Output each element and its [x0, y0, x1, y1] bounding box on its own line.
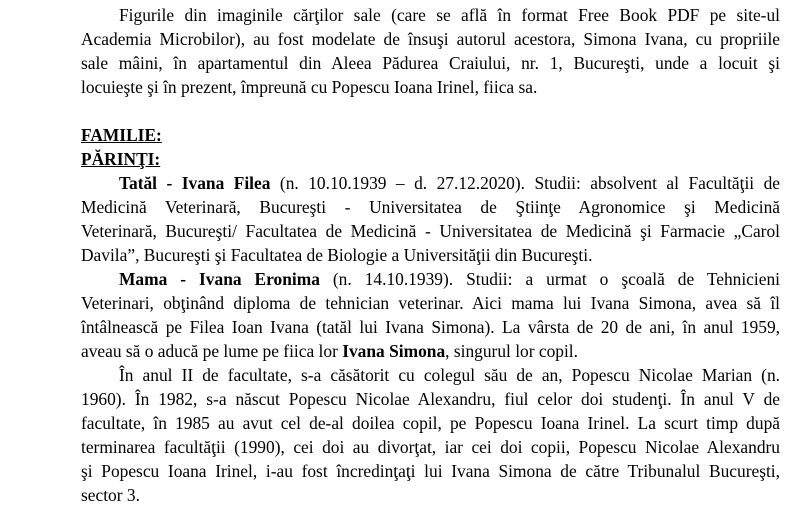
tatal-line-3: Veterinară, Bucureşti/ Facultatea de Medicină - Universitatea de Medicină şi Farmacie „Carol — [81, 221, 780, 241]
facultate-line-4: terminarea facultăţii (1990), cei doi au divorţat, iar cei doi copii, Popescu Nicolae Alexandru — [81, 437, 780, 457]
tatal-line-2: Medicină Veterinară, Bucureşti - Universitatea de Ştiinţe Agronomice şi Medicină — [81, 197, 780, 217]
intro-line-4: locuieşte şi în prezent, împreună cu Popescu Ioana Irinel, fiica sa. — [81, 77, 538, 97]
mama-line-2: Veterinari, obţinând diploma de tehnician veterinar. Aici mama lui Ivana Simona, avea să îl — [81, 293, 780, 313]
mama-line-4 — [81, 339, 780, 363]
facultate-line-2: 1960). În 1982, s-a născut Popescu Nicolae Alexandru, fiul celor doi studenţi. În anul V de — [81, 389, 780, 409]
heading-familie: FAMILIE: — [81, 125, 162, 145]
tatal-line-1 — [119, 171, 780, 195]
facultate-line-3: facultate, în 1985 au avut cel de-al doilea copil, pe Popescu Ioana Irinel. La scurt timp după — [81, 413, 780, 433]
intro-line-3: sale mâini, în apartamentul din Aleea Pădurea Craiului, nr. 1, Bucureşti, unde a locuit şi — [81, 53, 780, 73]
tatal-line-4: Davila”, Bucureşti şi Facultatea de Biologie a Universităţii din Bucureşti. — [81, 245, 593, 265]
intro-line-1: Figurile din imaginile cărţilor sale (care se află în format Free Book PDF pe site-ul — [119, 5, 780, 25]
mama-line-1 — [119, 267, 780, 291]
intro-line-2: Academia Microbilor), au fost modelate de însuşi autorul acestora, Simona Ivana, cu propriile — [81, 29, 780, 49]
mama-last-before: aveau să o aducă pe lume pe fiica lor — [81, 341, 343, 361]
facultate-line-1: În anul II de facultate, s-a căsătorit cu colegul său de an, Popescu Nicolae Marian (n. — [119, 365, 780, 385]
mama-child-name: Ivana Simona — [342, 341, 446, 361]
tatal-details: (n. 10.10.1939 – d. 27.12.2020). Studii: absolvent al Facultăţii de — [270, 173, 781, 193]
facultate-line-6: sector 3. — [81, 485, 140, 505]
mama-last-after: , singurul lor copil. — [445, 341, 578, 361]
mama-line-3: întâlnească pe Filea Ioan Ivana (tatăl lui Ivana Simona). La vârsta de 20 de ani, în anul 1959, — [81, 317, 780, 337]
heading-parinti: PĂRINŢI: — [81, 149, 161, 169]
tatal-name: Tatăl - Ivana Filea — [119, 173, 271, 193]
mama-details: (n. 14.10.1939). Studii: a urmat o şcoală de Tehnicieni — [319, 269, 780, 289]
facultate-line-5: şi Popescu Ioana Irinel, i-au fost încredinţaţi lui Ivana Simona de către Tribunalul Bucureşti, — [81, 461, 780, 481]
mama-name: Mama - Ivana Eronima — [119, 269, 320, 289]
